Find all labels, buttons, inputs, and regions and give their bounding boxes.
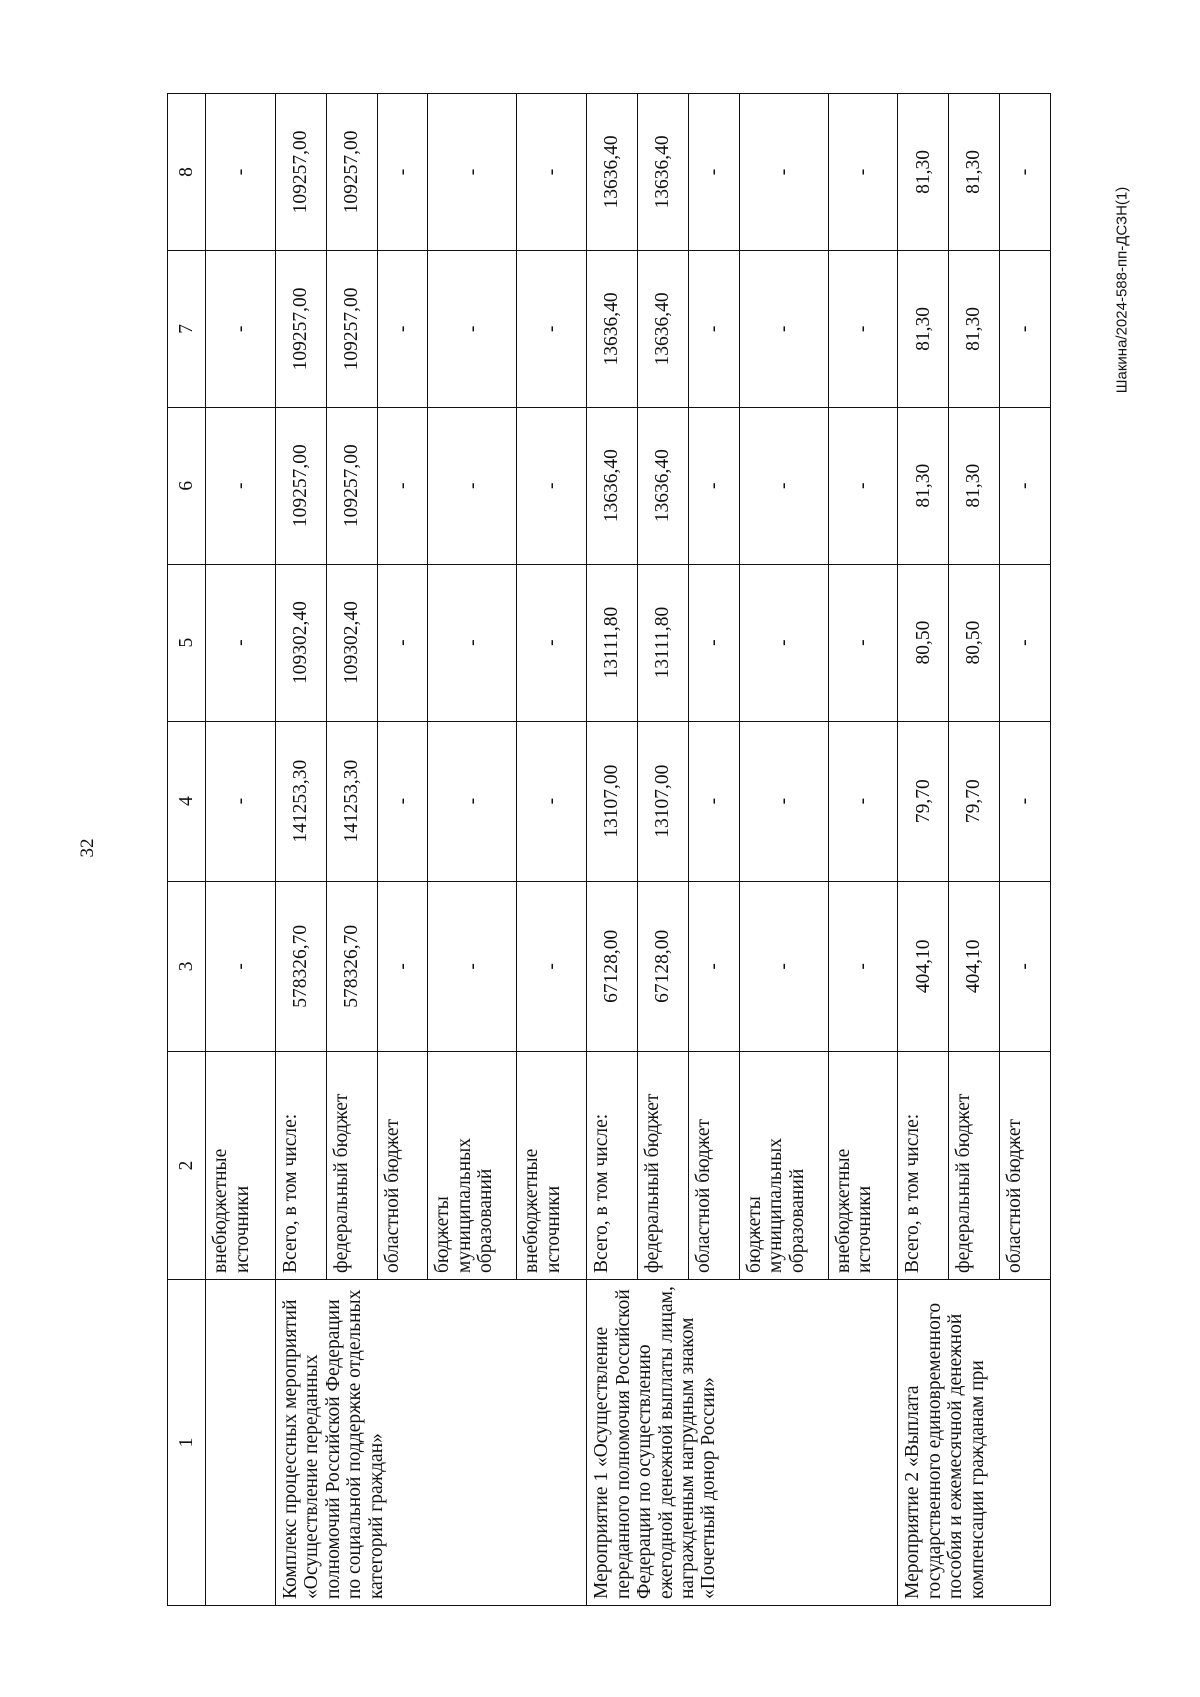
value-cell: - (739, 564, 828, 721)
value-cell: 67128,00 (587, 881, 638, 1051)
column-header: 4 (168, 721, 206, 881)
value-cell: - (517, 250, 587, 407)
value-cell: - (688, 407, 739, 564)
value-cell: - (739, 250, 828, 407)
value-cell: - (1000, 94, 1051, 251)
column-header: 2 (168, 1051, 206, 1279)
value-cell: - (1000, 250, 1051, 407)
funding-source-cell: внебюджетные источники (206, 1051, 276, 1279)
value-cell: - (377, 721, 428, 881)
value-cell: - (688, 881, 739, 1051)
value-cell: 109257,00 (326, 407, 377, 564)
funding-source-cell: внебюджетные источники (517, 1051, 587, 1279)
value-cell: - (1000, 564, 1051, 721)
value-cell: - (688, 250, 739, 407)
value-cell: - (428, 250, 517, 407)
value-cell: - (1000, 407, 1051, 564)
column-header: 1 (168, 1280, 206, 1606)
value-cell: - (739, 721, 828, 881)
funding-source-cell: Всего, в том числе: (275, 1051, 326, 1279)
value-cell: - (828, 250, 898, 407)
value-cell: 13107,00 (638, 721, 689, 881)
value-cell: 578326,70 (275, 881, 326, 1051)
value-cell: 578326,70 (326, 881, 377, 1051)
value-cell: - (206, 564, 276, 721)
funding-source-cell: областной бюджет (688, 1051, 739, 1279)
value-cell: - (739, 94, 828, 251)
value-cell: - (1000, 721, 1051, 881)
value-cell: 404,10 (898, 881, 949, 1051)
value-cell: - (828, 721, 898, 881)
funding-source-cell: Всего, в том числе: (587, 1051, 638, 1279)
value-cell: 81,30 (898, 94, 949, 251)
value-cell: 80,50 (949, 564, 1000, 721)
table-row (275, 94, 326, 1606)
value-cell: - (377, 881, 428, 1051)
table-row (898, 94, 949, 1606)
value-cell: - (828, 407, 898, 564)
value-cell: - (377, 94, 428, 251)
value-cell: - (739, 407, 828, 564)
funding-source-cell: областной бюджет (377, 1051, 428, 1279)
funding-source-cell: областной бюджет (1000, 1051, 1051, 1279)
value-cell: 13636,40 (587, 250, 638, 407)
value-cell: - (828, 94, 898, 251)
value-cell: - (517, 407, 587, 564)
value-cell: - (517, 94, 587, 251)
empty-cell (206, 1280, 276, 1606)
column-header: 5 (168, 564, 206, 721)
value-cell: - (206, 407, 276, 564)
value-cell: 109257,00 (275, 250, 326, 407)
value-cell: - (206, 94, 276, 251)
value-cell: 141253,30 (275, 721, 326, 881)
table-header-row (168, 94, 206, 1606)
column-header: 7 (168, 250, 206, 407)
value-cell: - (688, 564, 739, 721)
event-title-cell: Комплекс процессных мероприятий «Осуществление переданных полномочий Российской Федерации по социальной поддержке отдельных категорий граждан» (275, 1280, 586, 1606)
event-title-cell: Мероприятие 1 «Осуществление переданного полномочия Российской Федерации по осуществлению ежегодной денежной выплаты лицам, награжденным нагрудным знаком «Почетный донор России» (587, 1280, 898, 1606)
value-cell: - (517, 721, 587, 881)
value-cell: 109257,00 (326, 250, 377, 407)
value-cell: 13111,80 (587, 564, 638, 721)
value-cell: 81,30 (949, 250, 1000, 407)
value-cell: 109257,00 (275, 407, 326, 564)
value-cell: 81,30 (898, 407, 949, 564)
funding-source-cell: Всего, в том числе: (898, 1051, 949, 1279)
value-cell: 79,70 (898, 721, 949, 881)
value-cell: - (517, 564, 587, 721)
value-cell: 13636,40 (587, 407, 638, 564)
document-code: Шакина/2024-588-пп-ДСЗН(1) (1113, 186, 1131, 394)
value-cell: - (517, 881, 587, 1051)
budget-table (167, 93, 1051, 1606)
value-cell: - (428, 564, 517, 721)
table-row (206, 94, 276, 1606)
funding-source-cell: бюджеты муниципальных образований (739, 1051, 828, 1279)
value-cell: 13636,40 (638, 407, 689, 564)
value-cell: 13111,80 (638, 564, 689, 721)
table-row (587, 94, 638, 1606)
value-cell: 109257,00 (275, 94, 326, 251)
value-cell: 109302,40 (275, 564, 326, 721)
value-cell: - (206, 881, 276, 1051)
value-cell: 13636,40 (638, 250, 689, 407)
value-cell: 13107,00 (587, 721, 638, 881)
column-header: 6 (168, 407, 206, 564)
value-cell: 81,30 (949, 407, 1000, 564)
value-cell: 67128,00 (638, 881, 689, 1051)
value-cell: - (206, 721, 276, 881)
value-cell: 80,50 (898, 564, 949, 721)
column-header: 8 (168, 94, 206, 251)
event-title-cell: Мероприятие 2 «Выплата государственного единовременного пособия и ежемесячной денежной компенсации гражданам при (898, 1280, 1051, 1606)
value-cell: 404,10 (949, 881, 1000, 1051)
value-cell: 13636,40 (587, 94, 638, 251)
value-cell: 141253,30 (326, 721, 377, 881)
value-cell: - (828, 564, 898, 721)
value-cell: 79,70 (949, 721, 1000, 881)
value-cell: 81,30 (898, 250, 949, 407)
value-cell: 109257,00 (326, 94, 377, 251)
page-number: 32 (77, 838, 98, 858)
column-header: 3 (168, 881, 206, 1051)
value-cell: - (688, 94, 739, 251)
value-cell: - (428, 94, 517, 251)
funding-source-cell: бюджеты муниципальных образований (428, 1051, 517, 1279)
value-cell: - (1000, 881, 1051, 1051)
value-cell: - (428, 881, 517, 1051)
value-cell: - (688, 721, 739, 881)
value-cell: - (428, 721, 517, 881)
funding-source-cell: федеральный бюджет (638, 1051, 689, 1279)
budget-table-rotated (167, 93, 1051, 1606)
funding-source-cell: внебюджетные источники (828, 1051, 898, 1279)
value-cell: - (739, 881, 828, 1051)
value-cell: - (377, 564, 428, 721)
value-cell: - (428, 407, 517, 564)
value-cell: 13636,40 (638, 94, 689, 251)
value-cell: 81,30 (949, 94, 1000, 251)
value-cell: 109302,40 (326, 564, 377, 721)
value-cell: - (377, 250, 428, 407)
funding-source-cell: федеральный бюджет (949, 1051, 1000, 1279)
value-cell: - (377, 407, 428, 564)
value-cell: - (828, 881, 898, 1051)
value-cell: - (206, 250, 276, 407)
funding-source-cell: федеральный бюджет (326, 1051, 377, 1279)
